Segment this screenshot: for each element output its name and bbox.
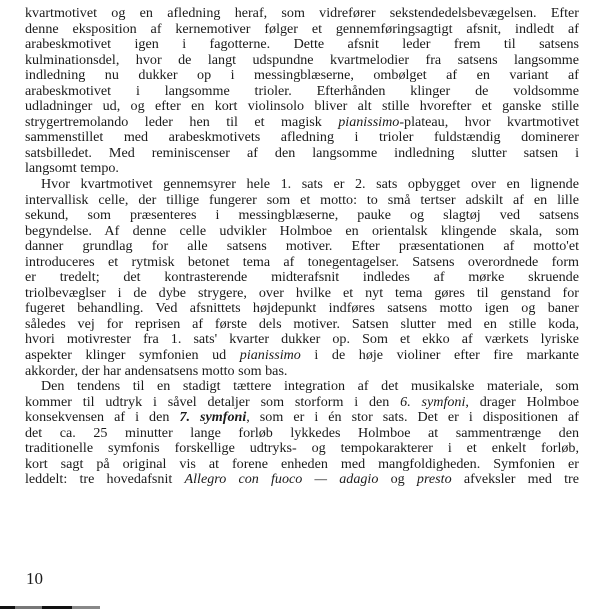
text-segment: udladninger ud, og efter en kort violinsolo bliver alt stille hvorefter et ganske stille — [25, 99, 579, 115]
text-line — [25, 270, 579, 286]
text-line — [25, 255, 579, 271]
text-segment: denne eksposition af kernemotiver følger et gennemføringsagtigt afsnit, indledt af — [25, 21, 579, 37]
text-line — [25, 395, 579, 411]
text-segment: kvartmotivet og en afledning heraf, som vidrefører sekstendedelsbevægelsen. Efter — [25, 6, 579, 21]
text-line — [25, 332, 579, 348]
text-line — [25, 115, 579, 131]
text-segment: og — [378, 472, 417, 488]
text-segment: leddelt: tre hovedafsnit — [25, 472, 185, 488]
text-line — [25, 161, 579, 177]
text-line — [25, 301, 579, 317]
text-segment: , drager Holmboe — [465, 394, 579, 410]
text-segment: triolbevæglser i de dybe strygere, over hvilke et nyt tema gøres til genstand for — [25, 285, 579, 301]
text-line — [25, 6, 579, 22]
text-line — [25, 379, 579, 395]
text-segment: akkorder, der har andensatsens motto som bas. — [25, 363, 288, 379]
text-segment: Hvor kvartmotivet gennemsyrer hele 1. sats er 2. sats opbygget over en lignende — [41, 177, 579, 193]
text-segment: hvori motivrester fra 1. sats' kvarter dukker op. Som et ekko af værkets lyriske — [25, 332, 579, 348]
text-segment: fugeret behandling. Ved afsnittets højdepunkt indføres satsens motto igen og baner — [25, 301, 579, 317]
text-line — [25, 348, 579, 364]
text-segment: sammenstillet med arabeskmotivets afledning i trioler fuldstændig dominerer — [25, 130, 579, 146]
text-line — [25, 286, 579, 302]
text-line — [25, 84, 579, 100]
text-segment: danner grundlag for alle satsens motiver. Efter præsentationen af motto'et — [25, 239, 579, 255]
text-segment: indledning nu dukker op i messingblæserne, ombølget af en variant af — [25, 68, 579, 84]
text-segment: traditionelle symfonis forskellige udtryks- og tempokarakterer i et enkelt forløb, — [25, 441, 579, 457]
text-line — [25, 472, 579, 488]
text-segment: langsomt tempo. — [25, 161, 119, 177]
text-line — [25, 364, 579, 380]
text-segment: begyndelse. Af denne celle udvikler Holmboe en orientalsk klingende skala, som — [25, 223, 579, 239]
text-segment: afveksler med tre — [451, 472, 579, 488]
text-segment: konsekvensen af i den — [25, 410, 180, 426]
text-line — [25, 130, 579, 146]
text-line — [25, 37, 579, 53]
text-segment: strygertremolando leder hen til et magisk — [25, 114, 339, 130]
text-line — [25, 410, 579, 426]
text-segment: det ca. 25 minutter lange forløb lykkedes Holmboe at sammentrænge den — [25, 425, 579, 441]
emphasized-text: pianissimo — [239, 348, 301, 364]
text-line — [25, 146, 579, 162]
text-line — [25, 426, 579, 442]
text-line — [25, 441, 579, 457]
text-line — [25, 208, 579, 224]
text-segment: arabeskmotivet i langsomme trioler. Efterhånden klinger de voldsomme — [25, 83, 579, 99]
text-line — [25, 239, 579, 255]
text-segment: kulminationsdel, hvor de langt udspundne kvartmelodier fra satsens langsomme — [25, 52, 579, 68]
text-segment: intervallisk celle, der tillige fungerer som et motto: to små tertser adskilt af en lille — [25, 192, 579, 208]
document-body — [25, 6, 579, 488]
text-line — [25, 22, 579, 38]
text-segment: aspekter klinger symfonien ud — [25, 348, 240, 364]
text-segment: kommer til udtryk i såvel detaljer som storform i den — [25, 394, 401, 410]
text-line — [25, 99, 579, 115]
text-line — [25, 193, 579, 209]
text-segment: , som er i én stor sats. Det er i dispositionen af — [246, 410, 579, 426]
text-segment: sekund, som præsenteres i messingblæserne, pauke og slagtøj ved satsens — [25, 208, 579, 224]
text-segment: arabeskmotivet igen i fagotterne. Dette afsnit leder frem til satsens — [25, 37, 579, 53]
text-segment: introduceres et rytmisk betonet tema af tonegentagelser. Satsens overordnede form — [25, 254, 579, 270]
text-line — [25, 53, 579, 69]
text-segment: er tredelt; det kontrasterende midterafsnit indledes af mørke skruende — [25, 270, 579, 286]
text-line — [25, 177, 579, 193]
text-line — [25, 317, 579, 333]
emphasized-text: pianissimo — [338, 114, 400, 130]
text-segment: i de høje violiner efter fire markante — [300, 348, 579, 364]
text-segment: Den tendens til en stadigt tættere integration af det musikalske materiale, som — [41, 379, 579, 395]
text-line — [25, 457, 579, 473]
text-segment: -plateau, hvor kvartmotivet — [399, 114, 579, 130]
text-line — [25, 224, 579, 240]
text-line — [25, 68, 579, 84]
emphasized-text: Allegro con fuoco — adagio — [184, 472, 379, 488]
text-segment: satsbilledet. Med reminiscenser af den langsomme indledning slutter satsen i — [25, 145, 579, 161]
emphasized-text: presto — [416, 472, 452, 488]
emphasized-text: 6. symfoni — [400, 394, 466, 410]
emphasized-text: 7. symfoni — [179, 410, 247, 426]
text-segment: kort sagt på original vis at forene enheden med mangfoldigheden. Symfonien er — [25, 456, 579, 472]
text-segment: således vej for reprisen af første dels motiver. Satsen slutter med en stille koda, — [25, 316, 579, 332]
page-number: 10 — [26, 569, 43, 588]
